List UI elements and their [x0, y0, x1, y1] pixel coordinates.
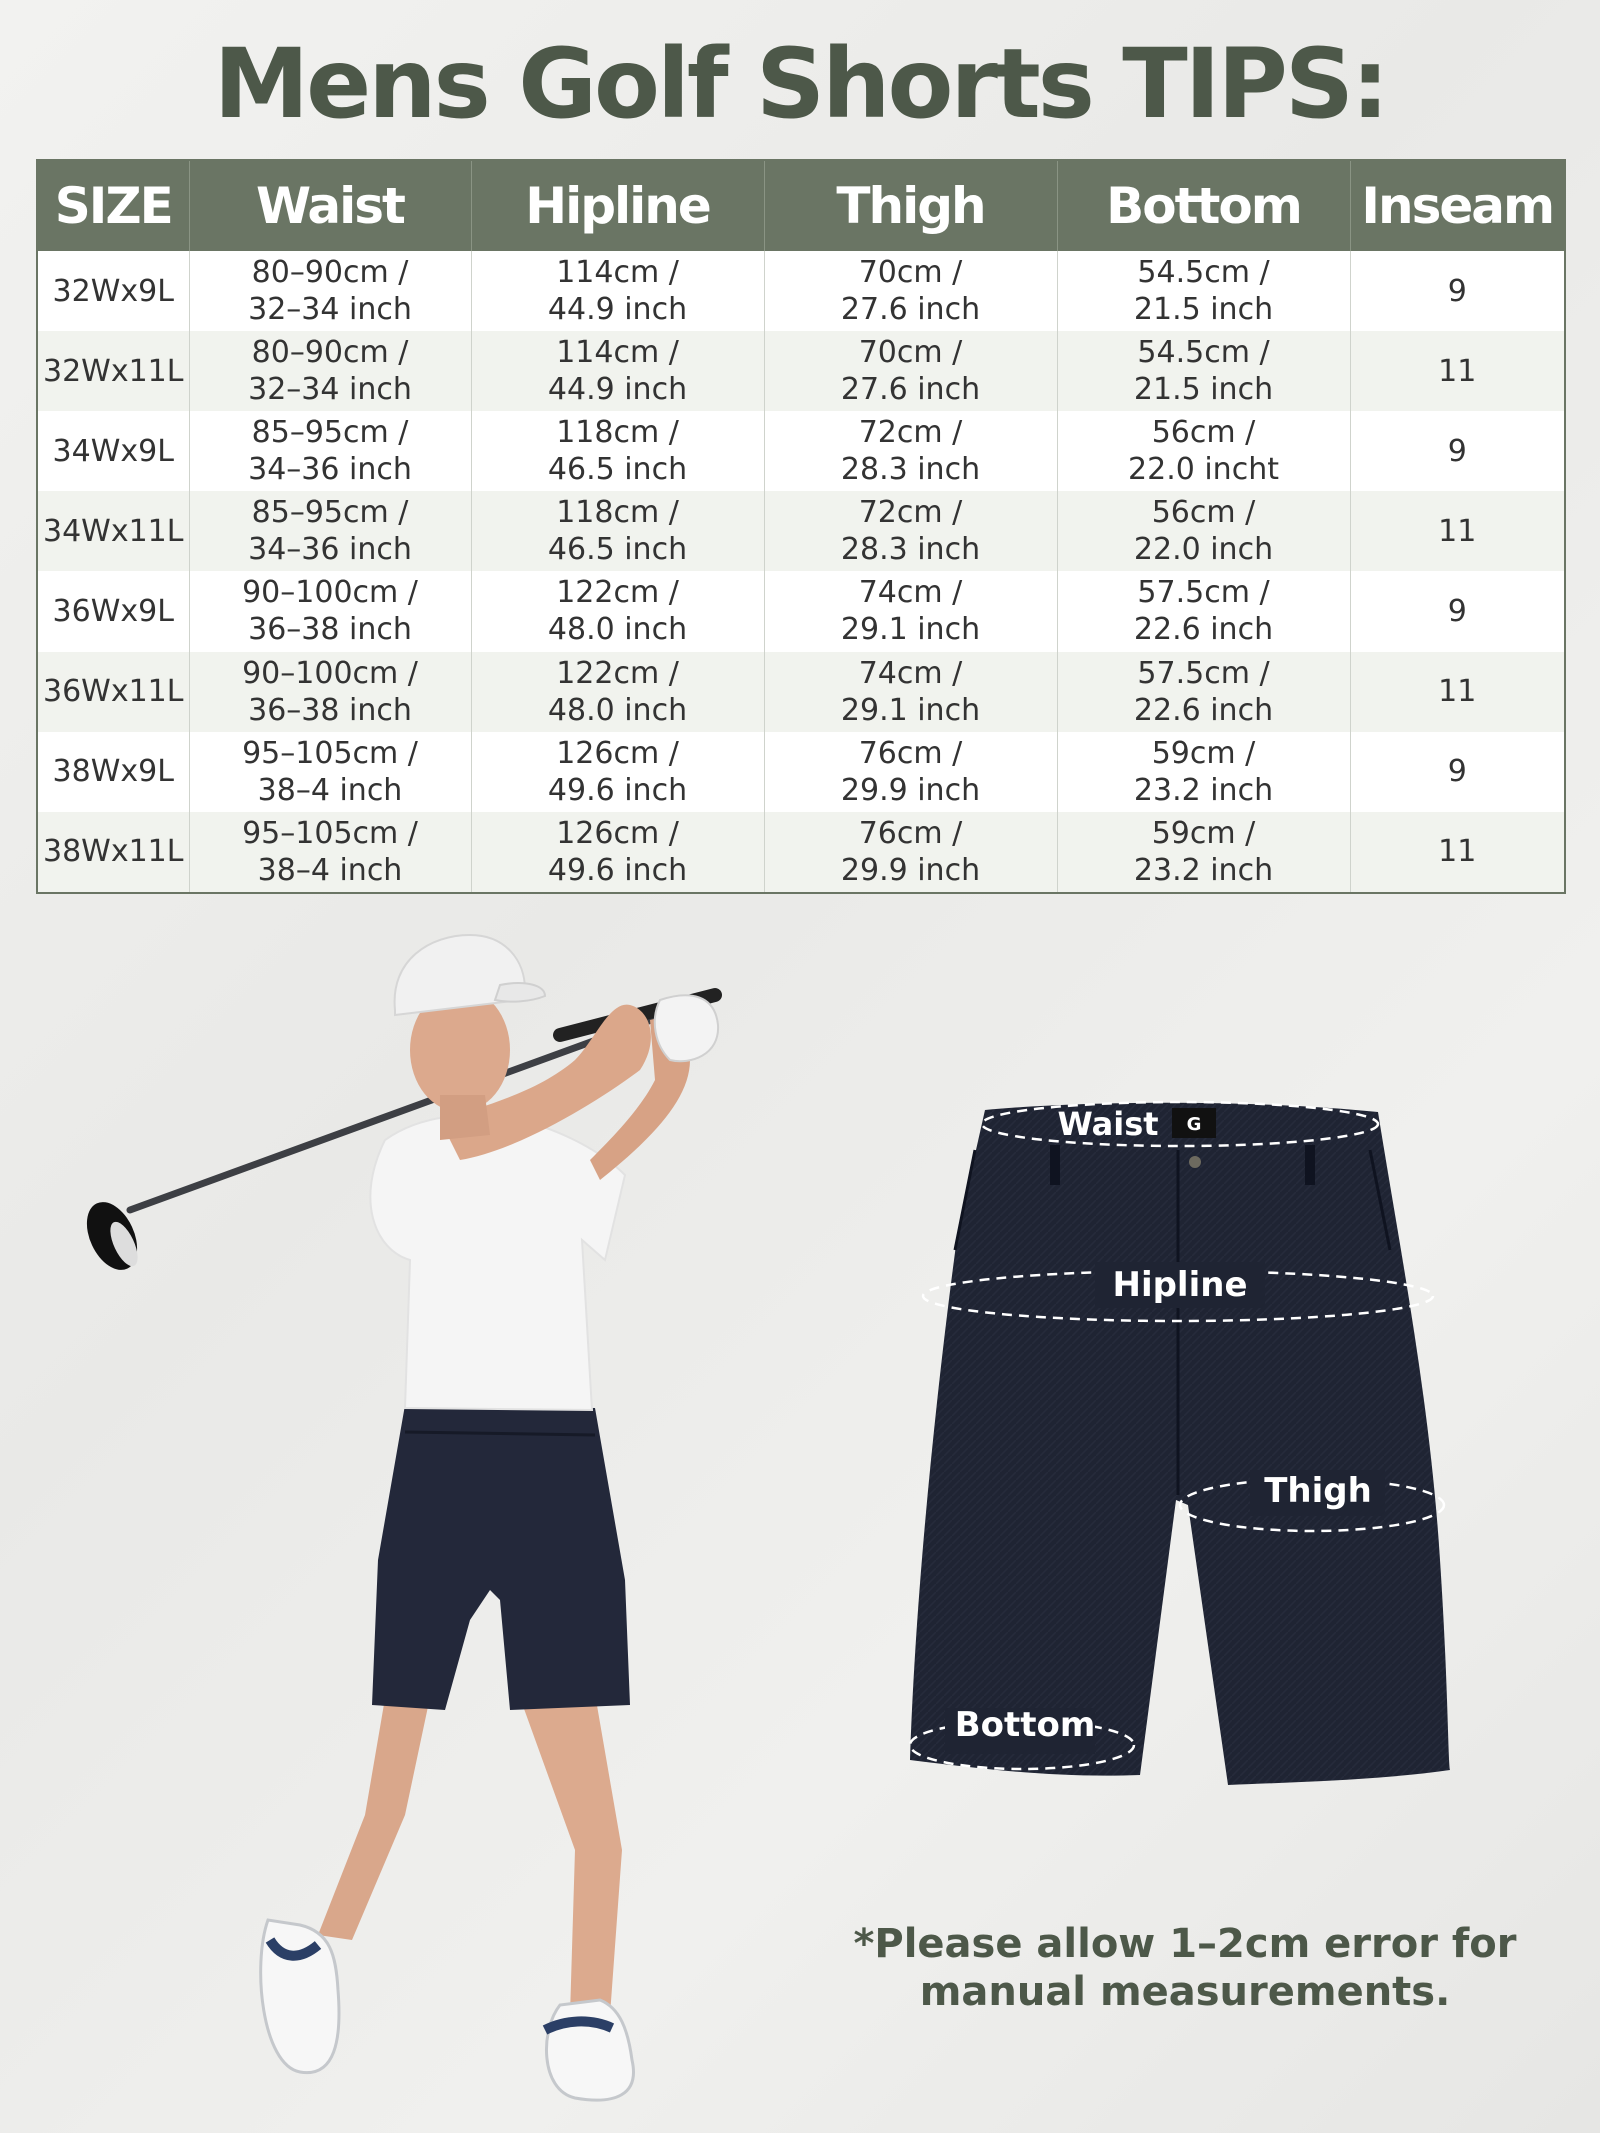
brand-logo-mark: G — [1186, 1114, 1202, 1135]
measurement-note-line-2: manual measurements. — [919, 1969, 1451, 2015]
bottom-cell-line: 59cm / — [1151, 735, 1256, 771]
size-cell: 34Wx9L — [37, 411, 189, 491]
column-header-inseam: Inseam — [1350, 160, 1565, 251]
golfer-glove — [655, 995, 718, 1061]
bottom-cell-line: 56cm / — [1151, 415, 1256, 451]
thigh-cell-line: 27.6 inch — [840, 372, 981, 408]
hipline-cell-line: 122cm / — [556, 575, 679, 611]
bottom-cell-line: 54.5cm / — [1137, 255, 1270, 291]
inseam-cell: 11 — [1350, 812, 1565, 893]
thigh-cell-line: 76cm / — [858, 815, 963, 851]
inseam-cell: 9 — [1350, 411, 1565, 491]
bottom-cell-line: 56cm / — [1151, 495, 1256, 531]
size-cell: 36Wx9L — [37, 571, 189, 651]
belt-loop-1 — [1050, 1145, 1060, 1185]
golfer-shirt — [370, 1115, 625, 1410]
thigh-cell-line: 29.1 inch — [840, 692, 981, 728]
bottom-cell-line: 22.6 inch — [1133, 612, 1274, 648]
golfer-model — [77, 935, 718, 2100]
waist-cell-line: 90–100cm / — [242, 575, 418, 611]
waist-cell-line: 90–100cm / — [242, 655, 418, 691]
hipline-cell-line: 126cm / — [556, 735, 679, 771]
waist-cell-line: 80–90cm / — [251, 335, 409, 371]
shorts-flat-lay — [910, 1103, 1450, 1785]
golfer-neck — [440, 1095, 490, 1140]
column-header-thigh: Thigh — [764, 160, 1057, 251]
thigh-cell-line: 70cm / — [858, 335, 963, 371]
waist-cell-line: 38–4 inch — [257, 772, 403, 808]
bottom-cell-line: 59cm / — [1151, 815, 1256, 851]
waist-cell-line: 36–38 inch — [248, 612, 412, 648]
bottom-cell-line: 54.5cm / — [1137, 335, 1270, 371]
measurement-note-line-1: *Please allow 1–2cm error for — [853, 1921, 1517, 1967]
hipline-cell-line: 118cm / — [556, 495, 679, 531]
bottom-cell-line: 23.2 inch — [1133, 772, 1274, 808]
waist-cell-line: 34–36 inch — [248, 452, 412, 488]
hipline-cell-line: 44.9 inch — [547, 292, 688, 328]
hipline-cell-line: 122cm / — [556, 655, 679, 691]
waist-cell-line: 38–4 inch — [257, 852, 403, 888]
golfer-cap — [395, 935, 525, 1015]
bottom-cell-line: 21.5 inch — [1133, 292, 1274, 328]
thigh-cell-line: 28.3 inch — [840, 532, 981, 568]
size-cell: 32Wx9L — [37, 251, 189, 331]
size-cell: 34Wx11L — [37, 491, 189, 571]
bottom-cell-line: 21.5 inch — [1133, 372, 1274, 408]
shorts-button — [1189, 1156, 1201, 1168]
hipline-cell-line: 49.6 inch — [547, 772, 688, 808]
waist-cell-line: 85–95cm / — [251, 495, 409, 531]
waist-cell-line: 34–36 inch — [248, 532, 412, 568]
size-cell: 38Wx9L — [37, 732, 189, 812]
measurement-note — [780, 1920, 1590, 2016]
waist-label: Waist — [1057, 1105, 1159, 1143]
hipline-cell-line: 46.5 inch — [547, 532, 688, 568]
waist-cell-line: 85–95cm / — [251, 415, 409, 451]
golfer-cap-brim — [495, 983, 545, 1002]
inseam-cell: 11 — [1350, 491, 1565, 571]
hipline-cell-line: 118cm / — [556, 415, 679, 451]
bottom-cell-line: 22.6 inch — [1133, 692, 1274, 728]
bottom-cell-line: 57.5cm / — [1137, 655, 1270, 691]
hipline-cell-line: 44.9 inch — [547, 372, 688, 408]
thigh-cell-line: 28.3 inch — [840, 452, 981, 488]
bottom-cell-line: 23.2 inch — [1133, 852, 1274, 888]
hipline-cell-line: 48.0 inch — [547, 612, 688, 648]
waist-cell-line: 95–105cm / — [242, 735, 418, 771]
belt-loop-2 — [1305, 1145, 1315, 1185]
thigh-cell-line: 29.9 inch — [840, 772, 981, 808]
inseam-cell: 11 — [1350, 331, 1565, 411]
shorts-measurement-diagram — [910, 1102, 1450, 1785]
column-header-bottom: Bottom — [1057, 160, 1350, 251]
hipline-cell-line: 114cm / — [556, 335, 679, 371]
hipline-label: Hipline — [1112, 1265, 1248, 1305]
thigh-cell-line: 29.1 inch — [840, 612, 981, 648]
column-header-hipline: Hipline — [471, 160, 764, 251]
waist-cell-line: 95–105cm / — [242, 815, 418, 851]
golfer-front-leg — [510, 1665, 622, 2015]
waist-cell-line: 32–34 inch — [248, 372, 412, 408]
bottom-cell-line: 22.0 incht — [1128, 452, 1279, 488]
hipline-cell-line: 114cm / — [556, 255, 679, 291]
thigh-cell-line: 76cm / — [858, 735, 963, 771]
golfer-shorts — [372, 1405, 630, 1710]
thigh-label: Thigh — [1264, 1471, 1372, 1511]
bottom-cell-line: 57.5cm / — [1137, 575, 1270, 611]
inseam-cell: 11 — [1350, 652, 1565, 732]
size-cell: 32Wx11L — [37, 331, 189, 411]
thigh-cell-line: 29.9 inch — [840, 852, 981, 888]
bottom-cell-line: 22.0 inch — [1133, 532, 1274, 568]
inseam-cell: 9 — [1350, 732, 1565, 812]
golfer-shoe-front — [546, 2000, 633, 2100]
inseam-cell: 9 — [1350, 251, 1565, 331]
thigh-cell-line: 70cm / — [858, 255, 963, 291]
column-header-waist: Waist — [189, 160, 471, 251]
page-title: Mens Golf Shorts TIPS: — [213, 28, 1387, 140]
thigh-cell-line: 72cm / — [858, 495, 963, 531]
thigh-cell-line: 72cm / — [858, 415, 963, 451]
waist-cell-line: 36–38 inch — [248, 692, 412, 728]
hipline-cell-line: 49.6 inch — [547, 852, 688, 888]
hipline-cell-line: 46.5 inch — [547, 452, 688, 488]
waist-cell-line: 32–34 inch — [248, 292, 412, 328]
inseam-cell: 9 — [1350, 571, 1565, 651]
waist-cell-line: 80–90cm / — [251, 255, 409, 291]
thigh-cell-line: 74cm / — [858, 655, 963, 691]
thigh-cell-line: 27.6 inch — [840, 292, 981, 328]
hipline-cell-line: 48.0 inch — [547, 692, 688, 728]
thigh-cell-line: 74cm / — [858, 575, 963, 611]
column-header-size: SIZE — [37, 160, 189, 251]
hipline-cell-line: 126cm / — [556, 815, 679, 851]
bottom-label: Bottom — [954, 1705, 1096, 1745]
size-cell: 36Wx11L — [37, 652, 189, 732]
size-cell: 38Wx11L — [37, 812, 189, 893]
